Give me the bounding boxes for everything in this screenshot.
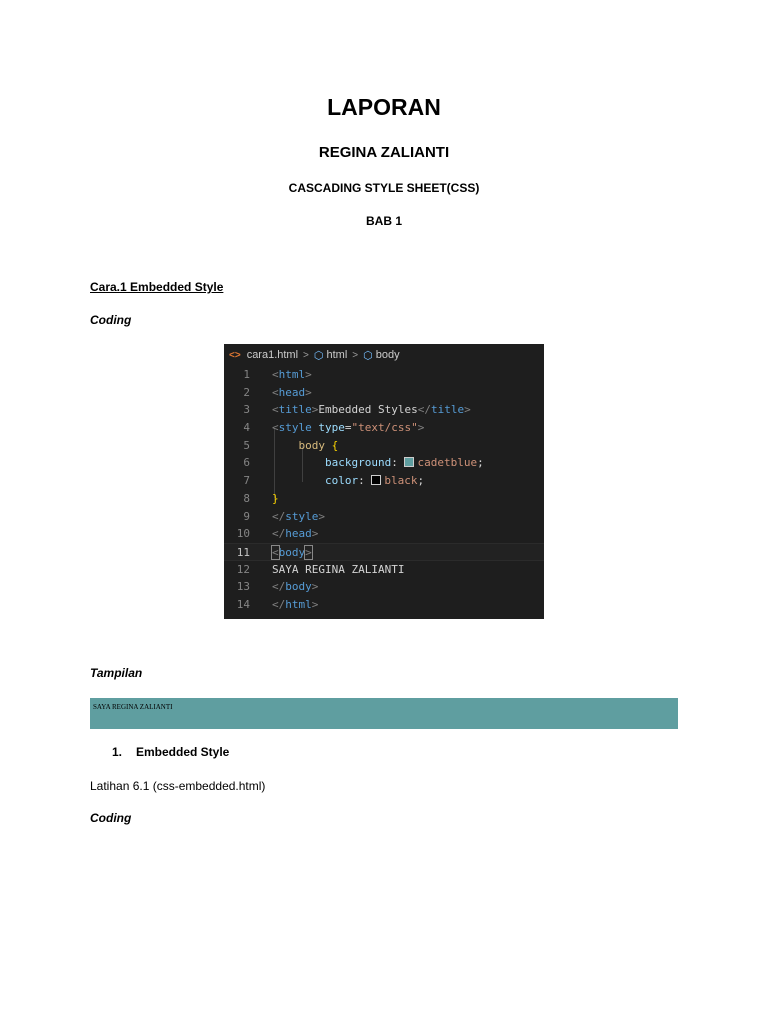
code-line: 8 } (243, 491, 279, 505)
code-lines (224, 366, 544, 614)
code-line: 1 <html> (243, 368, 312, 381)
coding-label: Coding (90, 313, 132, 327)
color-swatch-black (371, 475, 381, 485)
browser-preview (90, 698, 678, 729)
code-line: 9 </style> (243, 509, 325, 523)
html-file-icon: <> (229, 349, 241, 361)
document-subject: CASCADING STYLE SHEET(CSS) (288, 181, 480, 195)
preview-text: SAYA REGINA ZALIANTI (93, 703, 173, 711)
chevron-right-icon: > (352, 349, 359, 361)
breadcrumb-file: cara1.html (246, 349, 299, 361)
code-line: 3 <title>Embedded Styles</title> (243, 403, 471, 417)
code-line: 12 SAYA REGINA ZALIANTI (236, 562, 405, 576)
code-line: 14 </html> (236, 597, 319, 611)
editor-breadcrumb (224, 344, 544, 366)
code-line-active: 11 <body> (224, 543, 544, 561)
element-cube-icon: ⬡ (363, 349, 373, 362)
author-name: REGINA ZALIANTI (318, 144, 450, 161)
code-line: 4 <style type="text/css"> (243, 421, 425, 435)
chevron-right-icon: > (303, 349, 309, 361)
numbered-list-item (112, 745, 229, 759)
code-line: 6 background: cadetblue; (243, 456, 484, 470)
breadcrumb-body: body (375, 349, 400, 361)
code-line: 13 </body> (236, 580, 319, 594)
code-line: 7 color: black; (243, 474, 425, 488)
color-swatch-cadetblue (404, 457, 414, 467)
tampilan-label: Tampilan (90, 666, 143, 680)
code-line: 2 <head> (243, 385, 312, 399)
list-number: 1. (112, 745, 123, 759)
code-line: 10 </head> (236, 527, 319, 541)
document-title: LAPORAN (327, 94, 441, 120)
code-editor-screenshot (224, 344, 544, 619)
breadcrumb-html: html (326, 349, 348, 361)
coding-label-2: Coding (90, 811, 132, 825)
chapter-label: BAB 1 (365, 214, 402, 228)
section-heading: Cara.1 Embedded Style (90, 280, 224, 294)
exercise-label: Latihan 6.1 (css-embedded.html) (90, 779, 266, 793)
list-title: Embedded Style (136, 745, 230, 759)
code-line: 5 body { (243, 438, 339, 452)
element-cube-icon: ⬡ (313, 349, 324, 362)
